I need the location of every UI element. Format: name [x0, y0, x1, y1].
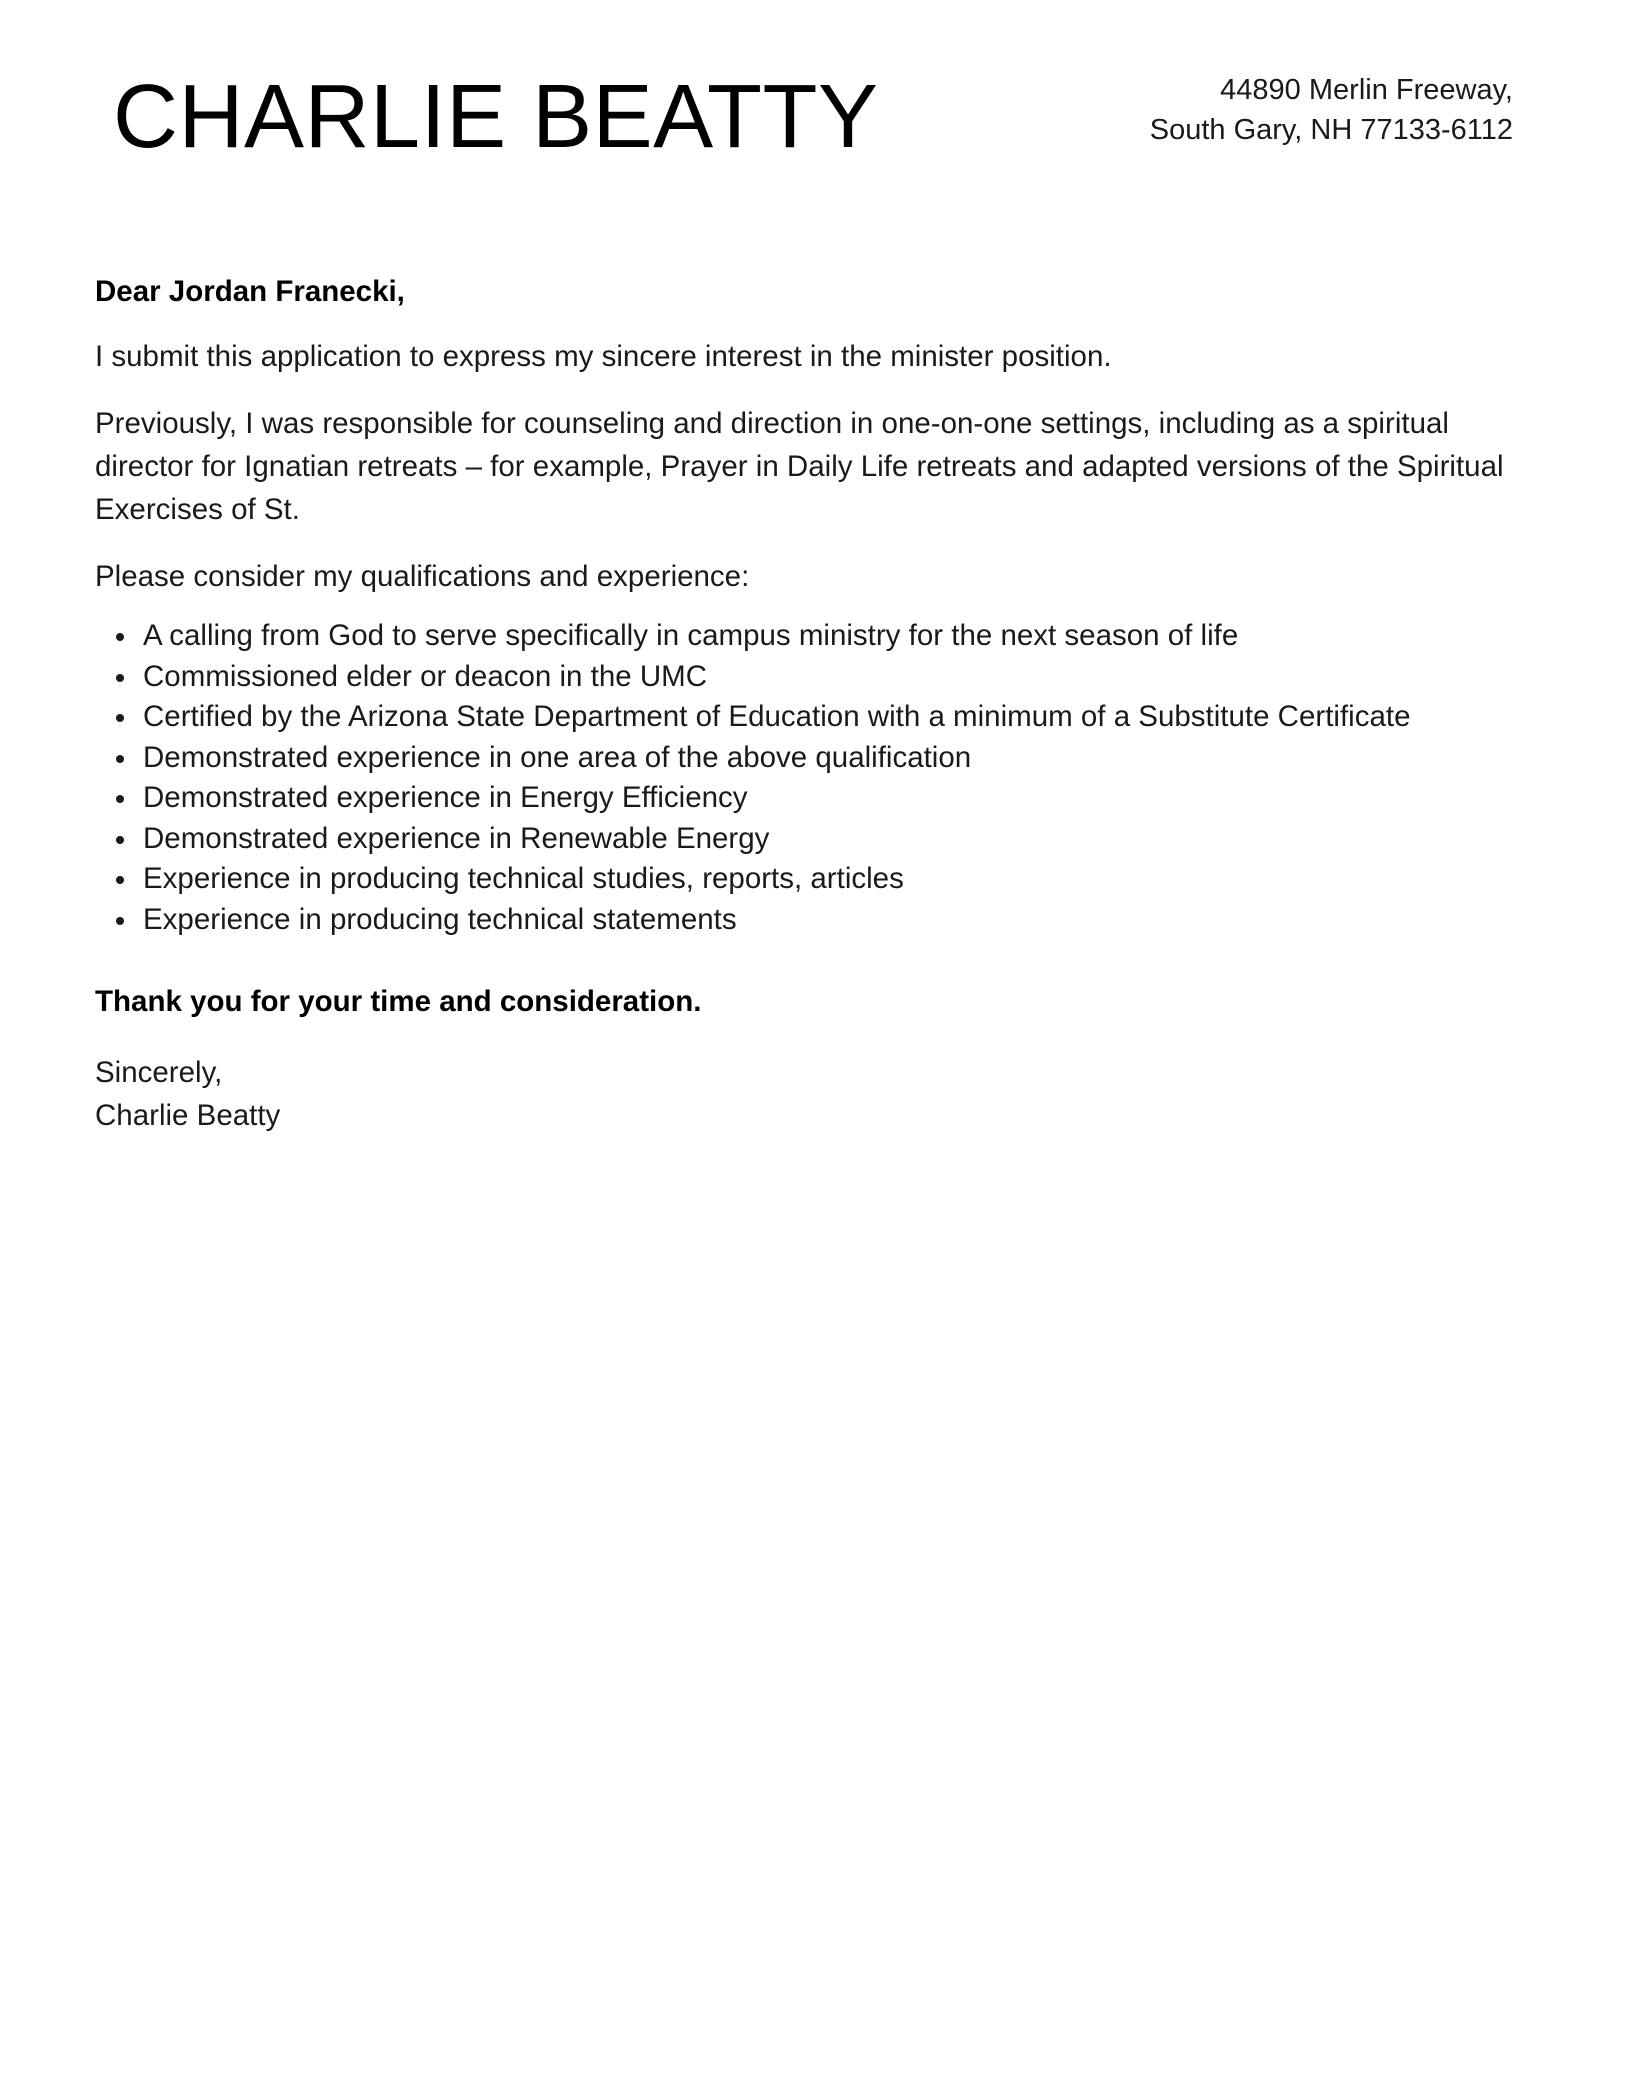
qualification-text: Commissioned elder or deacon in the UMC — [143, 659, 708, 693]
applicant-address — [1150, 70, 1513, 150]
bullet-icon — [116, 795, 124, 803]
salutation: Dear Jordan Franecki, — [95, 275, 405, 308]
bullet-icon — [116, 755, 124, 763]
list-item — [95, 657, 1535, 698]
bullet-icon — [116, 876, 124, 884]
qualification-text: Demonstrated experience in one area of the above qualification — [143, 740, 972, 774]
closing-block — [95, 1051, 1535, 1137]
list-item — [95, 819, 1535, 860]
qualification-text: Experience in producing technical statements — [143, 902, 737, 936]
list-item — [95, 738, 1535, 779]
qualifications-lead-in: Please consider my qualifications and experience: — [95, 560, 750, 593]
qualification-text: Demonstrated experience in Energy Efficiency — [143, 781, 748, 814]
bullet-icon — [116, 836, 124, 844]
closing-word: Sincerely, — [95, 1056, 223, 1089]
qualifications-list — [95, 616, 1535, 940]
list-item — [95, 616, 1535, 657]
qualification-text: Certified by the Arizona State Department of Education with a minimum of a Substitute Certificate — [143, 700, 1411, 733]
bullet-icon — [116, 633, 124, 641]
bullet-icon — [116, 917, 124, 925]
list-item — [95, 900, 1535, 941]
qualification-text: Experience in producing technical studies, reports, articles — [143, 862, 904, 895]
letter-body — [95, 270, 1535, 1137]
list-item — [95, 778, 1535, 819]
thanks-line: Thank you for your time and consideration. — [95, 985, 702, 1018]
applicant-name: CHARLIE BEATTY — [113, 67, 879, 167]
intro-paragraph: I submit this application to express my sincere interest in the minister position. — [95, 340, 1112, 373]
address-line-1: 44890 Merlin Freeway, — [1220, 74, 1513, 106]
qualification-text: Demonstrated experience in Renewable Energy — [143, 821, 770, 855]
list-item — [95, 859, 1535, 900]
signature-name: Charlie Beatty — [95, 1099, 281, 1132]
list-item — [95, 697, 1535, 738]
qualification-text: A calling from God to serve specifically in campus ministry for the next season of life — [143, 619, 1239, 652]
bullet-icon — [116, 714, 124, 722]
address-line-2: South Gary, NH 77133-6112 — [1149, 114, 1513, 146]
bullet-icon — [116, 674, 124, 682]
experience-paragraph: Previously, I was responsible for counseling and direction in one-on-one settings, including as a spiritual director for Ignatian retreats – for example, Prayer in Daily Life retreats and adapted versions of the Spiritual Exercises of St. — [95, 407, 1504, 526]
